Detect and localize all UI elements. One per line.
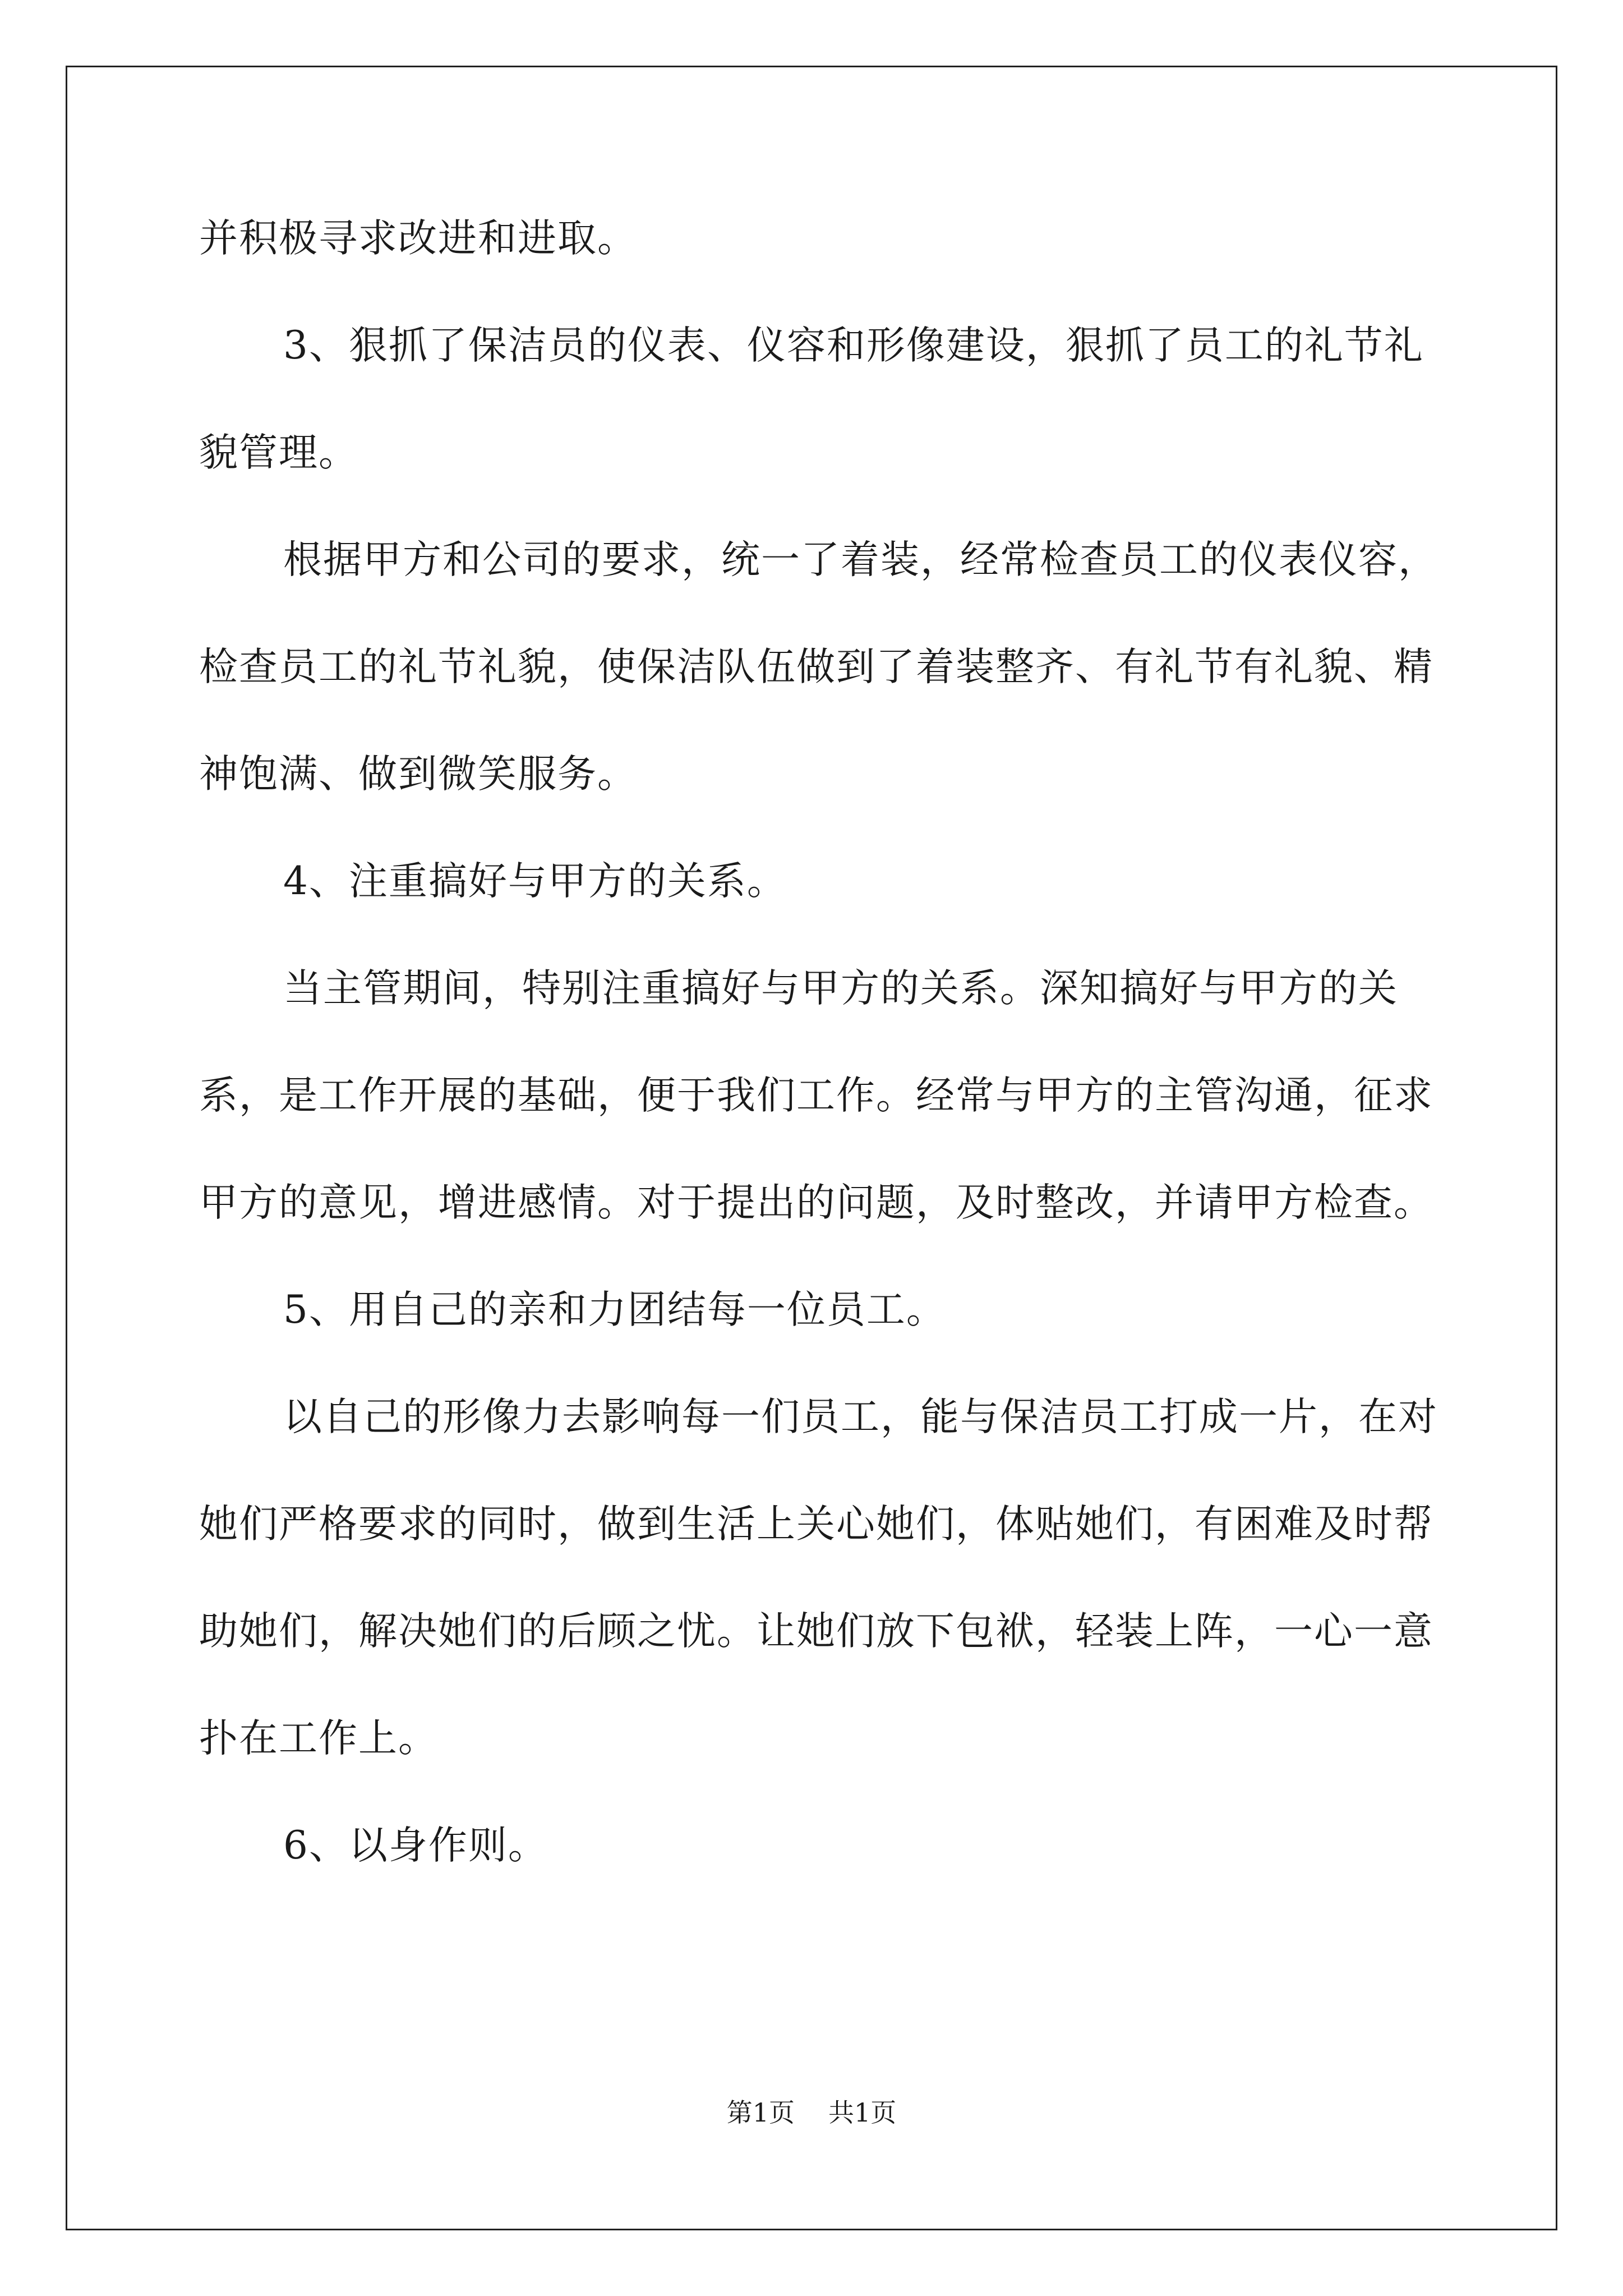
paragraph-5: 当主管期间，特别注重搞好与甲方的关系。深知搞好与甲方的关系，是工作开展的基础，便于我们工作。经常与甲方的主管沟通，征求甲方的意见，增进感情。对于提出的问题，及时整改，并请甲方检查。	[199, 966, 1433, 1225]
paragraph-7: 以自己的形像力去影响每一们员工，能与保洁员工打成一片，在对她们严格要求的同时，做到生活上关心她们，体贴她们，有困难及时帮助她们，解决她们的后顾之忧。让她们放下包袱，轻装上阵，一心一意扑在工作上。	[199, 1395, 1438, 1761]
paragraph-3: 根据甲方和公司的要求，统一了着装，经常检查员工的仪表仪容，检查员工的礼节礼貌，使保洁队伍做到了着装整齐、有礼节有礼貌、精神饱满、做到微笑服务。	[199, 537, 1438, 797]
document-body	[199, 185, 1455, 1899]
page-number: 第1页	[726, 2097, 795, 2128]
paragraph-2: 3、狠抓了保洁员的仪表、仪容和形像建设，狠抓了员工的礼节礼貌管理。	[199, 323, 1424, 475]
paragraph-1: 并积极寻求改进和进取。	[199, 216, 637, 261]
paragraph-4: 4、注重搞好与甲方的关系。	[283, 859, 787, 904]
page-footer	[0, 2092, 1623, 2129]
paragraph-6: 5、用自己的亲和力团结每一位员工。	[283, 1287, 946, 1332]
paragraph-8: 6、以身作则。	[283, 1823, 548, 1868]
page-total: 共1页	[828, 2097, 897, 2128]
